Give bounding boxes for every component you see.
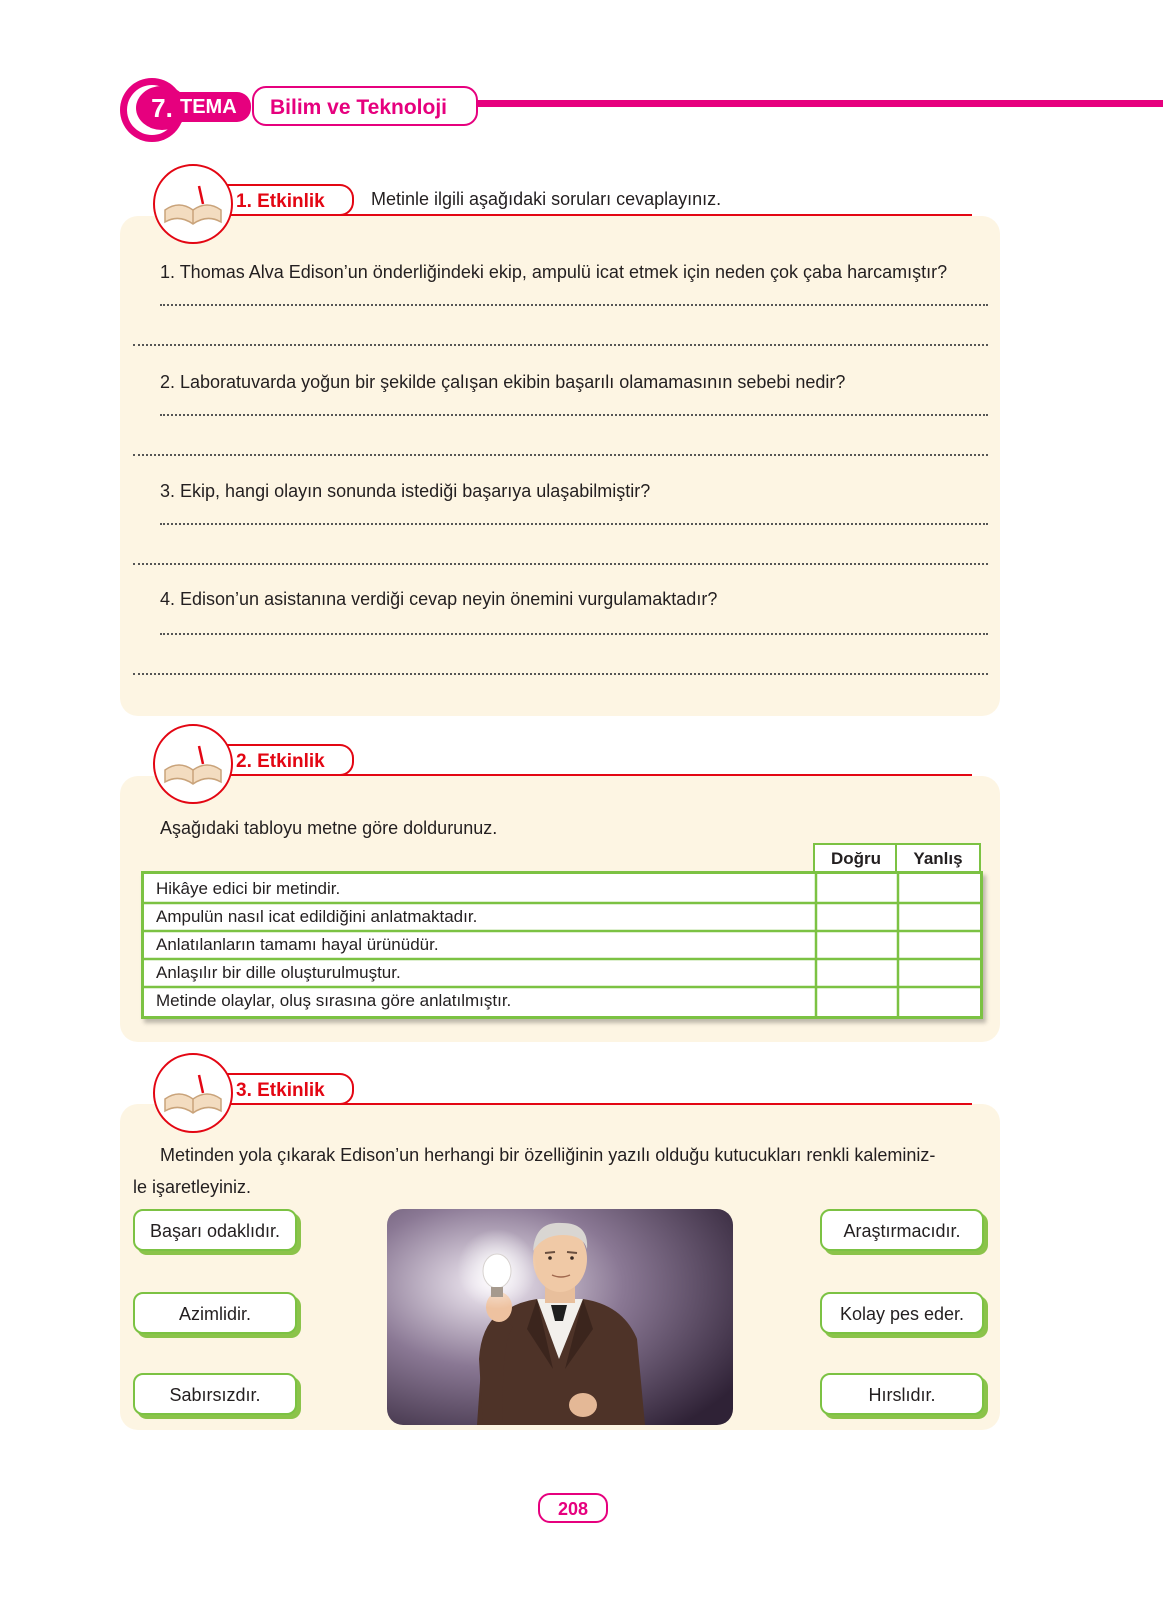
question-1: 1. Thomas Alva Edison’un önderliğindeki ekip, ampulü icat etmek için neden çok çaba harcamıştır? <box>160 262 948 282</box>
answer-line[interactable] <box>160 633 988 635</box>
answer-line[interactable] <box>160 414 988 416</box>
question-4: 4. Edison’un asistanına verdiği cevap neyin önemini vurgulamaktadır? <box>160 589 718 609</box>
activity2-rule <box>340 774 972 776</box>
question-2: 2. Laboratuvarda yoğun bir şekilde çalışan ekibin başarılı olamamasının sebebi nedir? <box>160 372 846 392</box>
answer-line[interactable] <box>133 563 988 565</box>
table-row: Anlaşılır bir dille oluşturulmuştur. <box>156 963 401 982</box>
activity1-rule <box>340 214 972 216</box>
answer-line[interactable] <box>160 523 988 525</box>
activity3-label: 3. Etkinlik <box>220 1073 354 1105</box>
answer-cell[interactable] <box>900 874 978 902</box>
activity3-instruction-line1: Metinden yola çıkarak Edison’un herhangi bir özelliğinin yazılı olduğu kutucukları renkli kaleminiz- <box>160 1145 936 1165</box>
unit-label: TEMA <box>176 92 251 122</box>
answer-cell[interactable] <box>900 988 978 1014</box>
option-azimlidir[interactable]: Azimlidir. <box>133 1292 297 1334</box>
activity3-instruction-line2: le işaretleyiniz. <box>133 1177 252 1197</box>
question-3: 3. Ekip, hangi olayın sonunda istediği başarıya ulaşabilmiştir? <box>160 481 651 501</box>
option-arastirmacidir[interactable]: Araştırmacıdır. <box>820 1209 984 1251</box>
table-row: Metinde olaylar, oluş sırasına göre anlatılmıştır. <box>156 991 512 1010</box>
activity2-label: 2. Etkinlik <box>220 744 354 776</box>
answer-cell[interactable] <box>900 932 978 958</box>
table-row: Ampulün nasıl icat edildiğini anlatmaktadır. <box>156 907 478 926</box>
option-kolay-pes-eder[interactable]: Kolay pes eder. <box>820 1292 984 1334</box>
activity1-book-badge <box>153 164 233 244</box>
answer-line[interactable] <box>133 454 988 456</box>
unit-number: 7. <box>136 86 188 130</box>
page-number: 208 <box>538 1493 608 1523</box>
open-book-icon <box>155 166 231 242</box>
option-basari-odaklidir[interactable]: Başarı odaklıdır. <box>133 1209 297 1251</box>
answer-line[interactable] <box>133 673 988 675</box>
activity1-panel <box>120 216 1000 716</box>
true-false-table <box>141 871 983 1019</box>
answer-cell[interactable] <box>818 904 897 930</box>
column-header-yanlis: Yanlış <box>895 843 981 875</box>
open-book-icon <box>155 726 231 802</box>
answer-cell[interactable] <box>818 960 897 986</box>
edison-holding-bulb-image <box>387 1209 733 1425</box>
column-header-dogru: Doğru <box>813 843 899 875</box>
edison-illustration <box>387 1209 733 1425</box>
answer-cell[interactable] <box>900 904 978 930</box>
open-book-icon <box>155 1055 231 1131</box>
answer-cell[interactable] <box>818 932 897 958</box>
activity1-instruction: Metinle ilgili aşağıdaki soruları cevaplayınız. <box>371 189 722 209</box>
unit-title: Bilim ve Teknoloji <box>252 86 478 126</box>
answer-line[interactable] <box>133 344 988 346</box>
answer-cell[interactable] <box>818 874 897 902</box>
option-hirslidir[interactable]: Hırslıdır. <box>820 1373 984 1415</box>
activity2-instruction: Aşağıdaki tabloyu metne göre doldurunuz. <box>160 818 498 838</box>
activity3-book-badge <box>153 1053 233 1133</box>
option-sabirsizdir[interactable]: Sabırsızdır. <box>133 1373 297 1415</box>
activity3-rule <box>340 1103 972 1105</box>
table-row: Anlatılanların tamamı hayal ürünüdür. <box>156 935 439 954</box>
answer-line[interactable] <box>160 304 988 306</box>
answer-cell[interactable] <box>818 988 897 1014</box>
activity2-book-badge <box>153 724 233 804</box>
answer-cell[interactable] <box>900 960 978 986</box>
table-row: Hikâye edici bir metindir. <box>156 879 341 898</box>
header-rule <box>470 100 1163 107</box>
activity1-label: 1. Etkinlik <box>220 184 354 216</box>
